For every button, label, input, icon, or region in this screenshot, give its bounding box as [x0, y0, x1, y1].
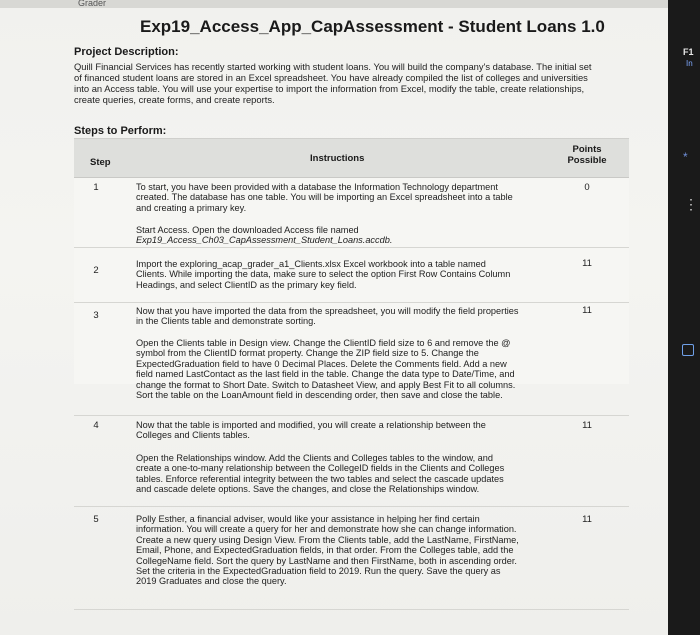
instruction-line: Exp19_Access_Ch03_CapAssessment_Student_Loans.accdb.: [136, 235, 393, 246]
f1-key-label: F1: [683, 47, 694, 57]
instruction-line: ExpectedGraduation field to have 0 Decimal Places. Delete the Comments field. Add a new: [136, 358, 507, 369]
instruction-line: and cascade delete options. Save the changes, and close the Relationships window.: [136, 484, 480, 495]
instruction-line: create a one-to-many relationship between the CollegeID fields in the Clients and Colleges: [136, 463, 505, 474]
more-options-icon[interactable]: ⋮: [684, 196, 698, 212]
instruction-line: tables. Enforce referential integrity between the two tables and select the cascade updates: [136, 473, 504, 484]
steps-table: [74, 138, 629, 635]
instruction-line: Start Access. Open the downloaded Access file named: [136, 225, 359, 235]
points-value: 11: [582, 305, 592, 316]
instruction-paragraph: [136, 306, 546, 327]
points-value: 11: [582, 258, 592, 269]
description-line: into an Access table. You will use your expertise to import the information from Excel, modify the table, create relationships,: [74, 83, 585, 94]
instruction-line: 2019 Graduates and close the query.: [136, 576, 287, 587]
instruction-line: created. The database has one table. You will be importing an Excel spreadsheet into a table: [136, 192, 513, 203]
col-instructions-header: Instructions: [310, 153, 365, 164]
instruction-paragraph: [136, 259, 546, 290]
instruction-paragraph: [136, 182, 546, 213]
project-description: [74, 61, 619, 105]
instruction-line: Create a new query using Design View. From the Clients table, add the LastName, FirstName,: [136, 534, 519, 545]
sidebar-in-label: In: [686, 59, 693, 68]
points-header-line: Possible: [567, 155, 607, 166]
instruction-line: information. You will create a query for her and demonstrate how she can change information.: [136, 524, 517, 535]
instruction-line: and creating a primary key.: [136, 202, 247, 213]
grader-label: Grader: [78, 0, 107, 8]
square-icon[interactable]: [682, 344, 694, 356]
table-row: [74, 303, 629, 421]
instruction-paragraph: [136, 514, 546, 587]
col-step-header: Step: [90, 157, 111, 168]
project-description-heading: Project Description:: [74, 46, 179, 58]
page-title: Exp19_Access_App_CapAssessment - Student Loans 1.0: [140, 17, 605, 36]
right-dark-panel: [668, 0, 700, 635]
description-line: of financed student loans are stored in an Excel spreadsheet. You have already compiled the list of colleges and universities: [74, 72, 588, 83]
step-number: 5: [93, 514, 99, 525]
steps-heading: Steps to Perform:: [74, 125, 167, 137]
instruction-line: Set the criteria in the ExpectedGraduation field to 2019. Run the query. Save the query as: [136, 566, 501, 577]
instruction-line: change the format to Short Date. Switch to Datasheet View, and apply Best Fit to all columns.: [136, 379, 516, 390]
instruction-line: in the Clients table and demonstrate sorting.: [136, 316, 316, 327]
row-divider: [74, 609, 629, 610]
table-row: [74, 507, 629, 635]
instruction-line: symbol from the ClientID format property. Change the ZIP field size to 5. Change the: [136, 348, 479, 359]
instruction-line: Sort the table on the LoanAmount field in descending order, then save and close the table.: [136, 390, 503, 401]
points-header-line: Points: [572, 144, 602, 155]
instruction-paragraph: [136, 338, 546, 400]
col-points-header: [557, 144, 617, 166]
step-number: 1: [93, 182, 99, 193]
points-value: 11: [582, 514, 592, 525]
step-number: 4: [93, 420, 99, 431]
table-row: [74, 416, 629, 511]
instruction-line: To start, you have been provided with a database the Information Technology department: [136, 182, 498, 192]
table-header: [74, 139, 629, 178]
instruction-paragraph: [136, 453, 546, 495]
instruction-line: Polly Esther, a financial adviser, would like your assistance in helping her find certain: [136, 514, 480, 524]
points-value: 11: [582, 420, 592, 431]
instruction-line: CollegeName field. Sort the query by LastName and then FirstName, both in ascending order.: [136, 555, 517, 566]
top-strip: [0, 0, 668, 8]
instruction-line: Colleges and Clients tables.: [136, 430, 250, 441]
description-line: Quill Financial Services has recently started working with student loans. You will build the company's database. The initial set: [74, 61, 592, 72]
table-row: [74, 248, 629, 303]
instruction-line: Email, Phone, and ExpectedGraduation fields, in that order. From the Colleges table, add the: [136, 545, 514, 556]
instruction-line: Open the Relationships window. Add the Clients and Colleges tables to the window, and: [136, 453, 494, 463]
instruction-line: Headings, and select ClientID as the primary key field.: [136, 279, 357, 290]
star-icon[interactable]: *: [683, 150, 688, 164]
instruction-line: Now that the table is imported and modified, you will create a relationship between the: [136, 420, 486, 430]
instruction-line: Now that you have imported the data from the spreadsheet, you will modify the field properties: [136, 306, 519, 316]
description-line: create queries, create forms, and create reports.: [74, 94, 275, 105]
instruction-line: Clients. While importing the data, make sure to select the option First Row Contains Column: [136, 269, 511, 280]
instruction-paragraph: [136, 225, 546, 246]
instruction-paragraph: [136, 420, 546, 441]
instruction-line: Open the Clients table in Design view. Change the ClientID field size to 6 and remove the @: [136, 338, 511, 348]
instruction-line: field named LastContact as the last field in the table. Change the data type to Date/Time, and: [136, 369, 515, 380]
step-number: 2: [93, 265, 99, 276]
step-number: 3: [93, 310, 99, 321]
points-value: 0: [584, 182, 590, 193]
instruction-line: Import the exploring_acap_grader_a1_Clients.xlsx Excel workbook into a table named: [136, 259, 486, 269]
